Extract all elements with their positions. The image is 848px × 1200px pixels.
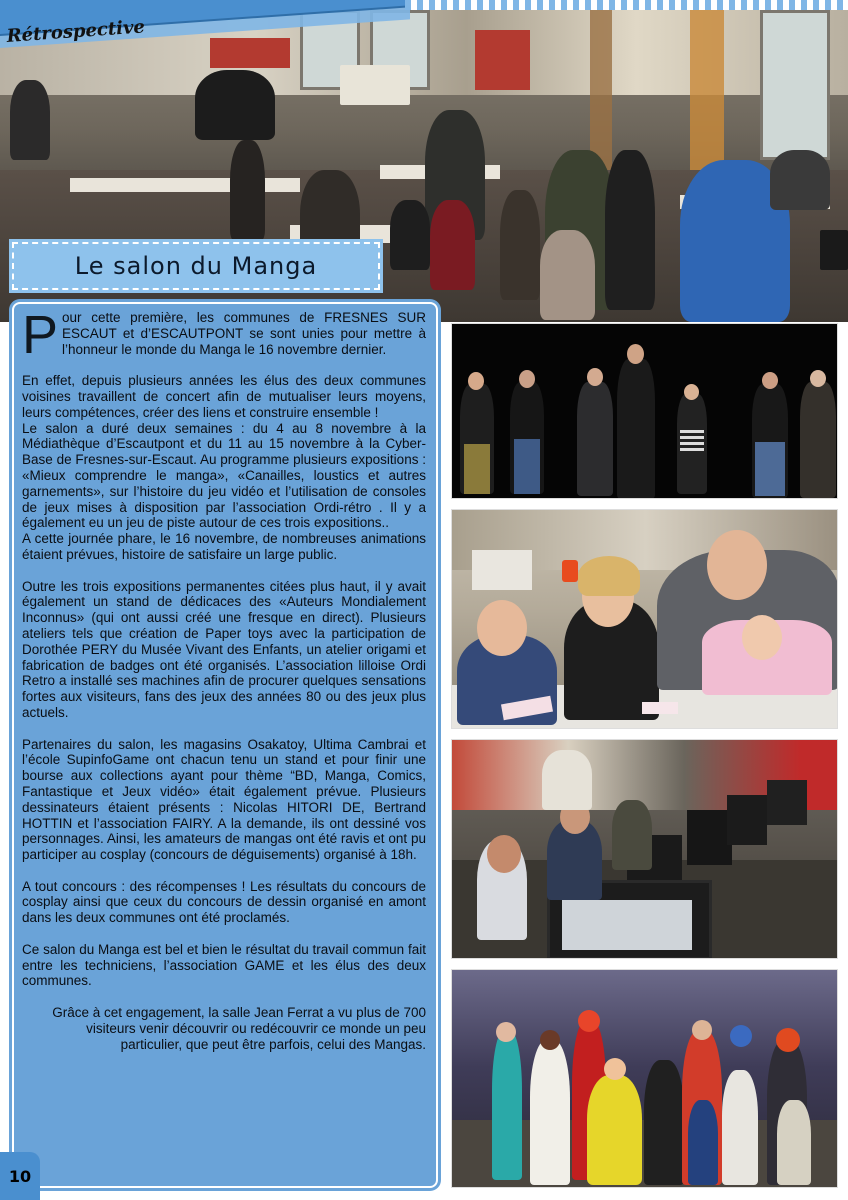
head [540,1030,560,1050]
head [627,344,644,364]
cosplayer-teal [492,1030,522,1180]
article-paragraph: Le salon a duré deux semaines : du 4 au 8 novembre à la Médiathèque d’Escautpont et du 11 au 15 novembre à la Cyber-Base de Fresnes-sur-Escaut. Au programme plusieurs expositions : «Mieux comprendre le manga», «Canailles, loustics et autres garnements», sur l’histoire du jeu vidéo et l’utilisation de consoles de jeux mises à disposition par l’association Ordi-rétro . Il y a également eu un jeu de piste autour de ces trois expositions.. [22,420,426,531]
computer [472,550,532,590]
head [730,1025,752,1047]
article-paragraph: A cette journée phare, le 16 novembre, de nombreuses animations étaient prévues, histoire de satisfaire un large public. [22,531,426,562]
article-title: Le salon du Manga [74,252,318,280]
head [762,372,778,389]
visitor [605,150,655,310]
cosplayer-yellow [587,1075,642,1185]
head [496,1022,516,1042]
article-paragraph: Partenaires du salon, les magasins Osakatoy, Ultima Cambrai et l’école SupinfoGame ont chacun tenu un stand et pour finir une bourse aux collections ayant pour thème “BD, Manga, Comics, Fantastique et Jeux vidéo» était également prévue. Plusieurs dessinateurs étaient présents : Nicolas HITORI DE, Bertrand HOTTIN et l’association FAIRY. A la demande, ils ont dessiné vos personnages. Ainsi, les amateurs de mangas ont été ravis et ont pu participer au cosplay (concours de déguisements) organisé à 18h. [22,736,426,863]
head [519,370,535,388]
article-title-box [12,242,380,290]
cosplayer-black [644,1060,684,1185]
photo-cosplay-contest [451,969,838,1188]
red-chair [430,200,475,290]
child-visitor [540,230,595,320]
speaker [617,359,655,499]
head [587,368,603,386]
poster-board [340,65,410,105]
cosplayer-white [530,1040,570,1185]
head [810,370,826,387]
child-head [742,615,782,660]
origami-paper [642,702,678,714]
person-legs [514,439,540,494]
person-legs [755,442,785,496]
striped-top [680,429,704,451]
monitor-screen [562,900,692,950]
photo-officials-stage [451,323,838,499]
section-label: Rétrospective [6,16,146,47]
child-head [477,600,527,656]
girl-hair [578,556,640,596]
head [604,1058,626,1080]
head [692,1020,712,1040]
red-wall-panel [210,38,290,68]
monitor [727,795,767,845]
child [612,800,652,870]
page-number: 10 [8,1166,32,1186]
head [776,1028,800,1052]
cosplayer-white [722,1070,758,1185]
article-paragraph: En effet, depuis plusieurs années les élus des deux communes voisines travaillent de concert afin de mutualiser leurs moyens, leurs compétences, créer des liens et construire ensemble ! [22,373,426,420]
red-wall-panel [475,30,530,90]
article-paragraph: A tout concours : des récompenses ! Les résultats du concours de cosplay ainsi que ceux du concours de dessin organisé en amont dans les deux communes ont été proclamés. [22,878,426,926]
photo-computer-room [451,739,838,959]
article-paragraph: Grâce à cet engagement, la salle Jean Ferrat a vu plus de 700 visiteurs venir découvrir ou redécouvrir ce monde un peu particulier, que peut être parfois, celui des Mangas. [52,1005,426,1052]
hall-window [760,10,830,160]
article-paragraph [22,305,426,365]
monitor [820,230,848,270]
header-stripes [405,0,848,10]
tshirt-display [195,70,275,140]
adult-head [707,530,767,600]
child-visitor [390,200,430,270]
visitor [500,190,540,300]
article-paragraph: Outre les trois expositions permanentes citées plus haut, il y avait également un stand de dédicaces des «Auteurs Mondialement Inconnus» (qui ont aussi créé une fresque en direct). Plusieurs ateliers tels que création de Paper toys avec la participation de Dorothée PERY du Musée Vivant des Enfants, un atelier origami et fabrication de badges ont été organisés. L’association lilloise Ordi Retro a installé ses machines afin de procurer quelques sensations fortes aux visiteurs, fans des jeux des années 80 ou des jeux plus actuels. [22,578,426,720]
adult [542,750,592,810]
visitor [10,80,50,160]
article-panel [12,302,438,1188]
child-head [487,835,521,873]
head [578,1010,600,1032]
visitor [230,140,265,240]
cosplayer-child [777,1100,811,1185]
head [468,372,484,390]
photo-origami-workshop [451,509,838,729]
drop-cap: P [22,305,59,365]
monitor [767,780,807,825]
paragraph-text: our cette première, les communes de FRESNES SUR ESCAUT et d’ESCAUTPONT se sont unies pour mettre à l’honneur le monde du Manga le 16 novembre dernier. [62,310,426,357]
person [800,382,836,498]
exhibit-table [70,178,300,192]
cosplayer-captain [688,1100,718,1185]
red-bag [562,560,578,582]
visitor [770,150,830,210]
head [684,384,699,400]
person-legs [464,444,490,494]
monitor [687,810,732,865]
article-paragraph: Ce salon du Manga est bel et bien le résultat du travail commun fait entre les techniciens, l’association GAME et les élus des deux communes. [22,941,426,989]
person [577,382,613,496]
page-number-tab [0,1152,40,1200]
